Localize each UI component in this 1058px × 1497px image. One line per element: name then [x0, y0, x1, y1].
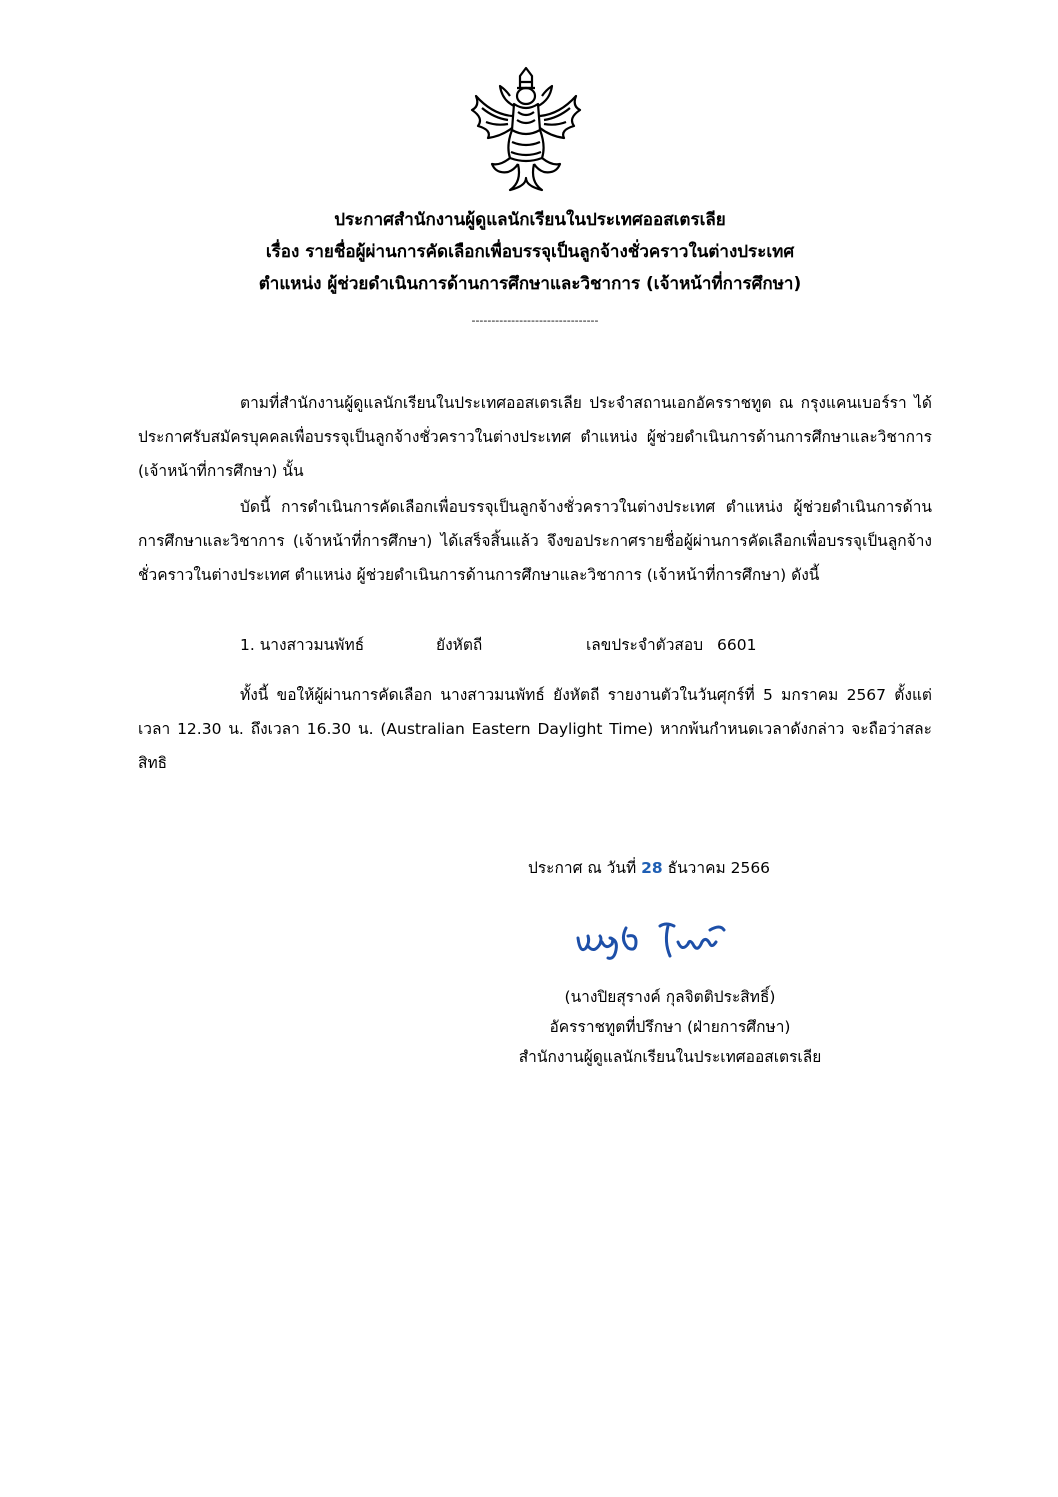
paragraph-reporting: ทั้งนี้ ขอให้ผู้ผ่านการคัดเลือก นางสาวมนพัทธ์ ยังหัตถี รายงานตัวในวันศุกร์ที่ 5 มกราคม 2567 ตั้งแต่เวลา 12.30 น. ถึงเวลา 16.30 น. (Australian Eastern Daylight Time) หากพ้นกำหนดเวลาดังกล่าว จะถือว่าสละสิทธิ: [138, 686, 932, 772]
announcement-subject: เรื่อง รายชื่อผู้ผ่านการคัดเลือกเพื่อบรรจุเป็นลูกจ้างชั่วคราวในต่างประเทศ: [265, 242, 795, 262]
garuda-emblem-icon: [462, 66, 590, 194]
paragraph-background: ตามที่สำนักงานผู้ดูแลนักเรียนในประเทศออสเตรเลีย ประจำสถานเอกอัครราชทูต ณ กรุงแคนเบอร์รา ได้ประกาศรับสมัครบุคคลเพื่อบรรจุเป็นลูกจ้างชั่วคราวในต่างประเทศ ตำแหน่ง ผู้ช่วยดำเนินการด้านการศึกษาและวิชาการ (เจ้าหน้าที่การศึกษา) นั้น: [138, 394, 932, 480]
signatory-position: อัครราชทูตที่ปรึกษา (ฝ่ายการศึกษา): [549, 1018, 791, 1036]
handwritten-signature-icon: [570, 908, 750, 978]
signatory-office: สำนักงานผู้ดูแลนักเรียนในประเทศออสเตรเลีย: [518, 1048, 822, 1066]
signatory-name: (นางปิยสุรางค์ กุลจิตติประสิทธิ์): [564, 988, 776, 1006]
announcement-title: ประกาศสำนักงานผู้ดูแลนักเรียนในประเทศออสเตรเลีย: [334, 210, 726, 230]
candidate-surname: ยังหัตถี: [436, 636, 483, 654]
announcement-date: [528, 854, 770, 882]
separator-dashes: --------------------------------: [471, 314, 599, 327]
paragraph-result: บัดนี้ การดำเนินการคัดเลือกเพื่อบรรจุเป็นลูกจ้างชั่วคราวในต่างประเทศ ตำแหน่ง ผู้ช่วยดำเนินการด้านการศึกษาและวิชาการ (เจ้าหน้าที่การศึกษา) ได้เสร็จสิ้นแล้ว จึงขอประกาศรายชื่อผู้ผ่านการคัดเลือกเพื่อบรรจุเป็นลูกจ้างชั่วคราวในต่างประเทศ ตำแหน่ง ผู้ช่วยดำเนินการด้านการศึกษาและวิชาการ (เจ้าหน้าที่การศึกษา) ดังนี้: [138, 498, 932, 584]
date-day: 28: [641, 859, 663, 877]
exam-id-value: 6601: [717, 636, 757, 654]
date-prefix: ประกาศ ณ วันที่: [528, 859, 637, 877]
candidate-exam-id: [586, 632, 757, 658]
announcement-position: ตำแหน่ง ผู้ช่วยดำเนินการด้านการศึกษาและวิชาการ (เจ้าหน้าที่การศึกษา): [258, 274, 802, 294]
date-month-year: ธันวาคม 2566: [667, 859, 771, 877]
exam-id-label: เลขประจำตัวสอบ: [586, 636, 704, 654]
candidate-name: 1. นางสาวมนพัทธ์: [240, 636, 365, 654]
